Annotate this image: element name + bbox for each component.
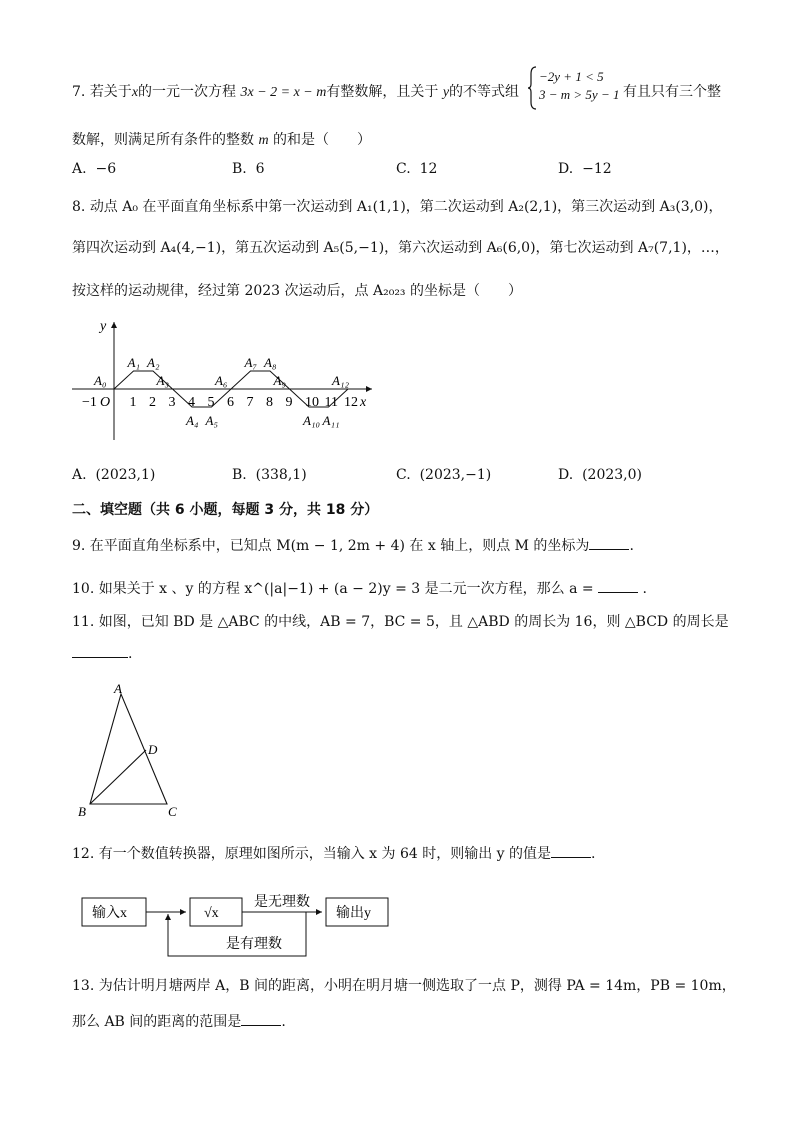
x-tick-labels — [130, 395, 359, 410]
q7-inequality-1: −2y + 1 < 5 — [539, 69, 604, 84]
y-axis-label: y — [100, 319, 107, 334]
q11-line1: 11. 如图，已知 BD 是 △ABC 的中线，AB = 7，BC = 5，且 △ABD 的周长为 16，则 △BCD 的周长是 — [72, 614, 729, 630]
median-bd — [90, 750, 146, 804]
point-label: A₂ — [147, 355, 160, 370]
option-value: −12 — [582, 161, 612, 177]
option-label: C. — [396, 467, 411, 483]
q7-brace — [528, 66, 538, 110]
q7-option-b[interactable] — [232, 161, 265, 177]
option-label: D. — [558, 467, 574, 483]
q7-text-end: 有且只有三个整 — [623, 84, 721, 100]
x-tick-label: 5 — [207, 395, 215, 410]
point-label: A₆ — [215, 373, 228, 388]
q12-flowchart — [76, 884, 396, 964]
q7-text: 的和是（ ） — [273, 132, 372, 148]
q10-end: . — [642, 581, 647, 597]
point-label: A₅ — [205, 413, 218, 428]
vertex-label-b: B — [78, 804, 86, 819]
option-value: −6 — [95, 161, 117, 177]
point-label: A₁ — [127, 355, 140, 370]
option-value: (2023,0) — [582, 467, 643, 483]
q8-option-c[interactable] — [396, 467, 491, 483]
q7-option-a[interactable] — [72, 161, 116, 177]
q8-number: 8. — [72, 199, 86, 215]
q7-var-x: x — [131, 85, 139, 100]
q7-equation: 3x − 2 = x − m — [240, 85, 327, 100]
tick-label-neg1: −1 — [82, 395, 97, 410]
point-label: A₉ — [273, 373, 286, 388]
q13-end: . — [281, 1014, 286, 1030]
q11-triangle-figure — [76, 682, 186, 822]
q7-text: 的一元一次方程 — [138, 84, 237, 100]
q13-line1: 13. 为估计明月塘两岸 A，B 间的距离，小明在明月塘一侧选取了一点 P，测得 PA = 14m，PB = 10m， — [72, 978, 736, 994]
option-value: 6 — [255, 161, 265, 177]
x-tick-label: 6 — [227, 395, 234, 410]
x-tick-label: 3 — [168, 395, 176, 410]
sqrt-label: √x — [204, 906, 219, 921]
q7-option-c[interactable] — [396, 161, 437, 177]
option-label: D. — [558, 161, 574, 177]
q11-end: . — [128, 646, 133, 662]
option-value: (2023,1) — [95, 467, 156, 483]
x-tick-label: 4 — [188, 395, 195, 410]
option-label: C. — [396, 161, 411, 177]
option-value: (338,1) — [255, 467, 307, 483]
q7-var-m: m — [258, 133, 269, 148]
point-label: A₀ — [94, 373, 107, 388]
x-tick-label: 12 — [344, 395, 358, 410]
q8-option-b[interactable] — [232, 467, 307, 483]
q7-inequality-2: 3 − m > 5y − 1 — [539, 87, 620, 102]
q8-zigzag-graph — [60, 312, 390, 447]
origin-label: O — [100, 395, 111, 410]
vertex-label-d: D — [148, 742, 158, 757]
x-tick-label: 11 — [324, 395, 338, 410]
q7-text: 的不等式组 — [449, 84, 520, 100]
vertex-label-c: C — [168, 804, 177, 819]
answer-blank[interactable] — [598, 578, 638, 593]
vertex-label-a: A — [114, 682, 122, 696]
q10 — [72, 578, 647, 599]
input-label: 输入x — [92, 906, 127, 921]
q13-text: 那么 AB 间的距离的范围是 — [72, 1014, 242, 1030]
q9-end: . — [629, 538, 634, 554]
q9 — [72, 535, 634, 556]
q12-end: . — [591, 846, 596, 862]
option-value: 12 — [419, 161, 438, 177]
output-label: 输出y — [336, 906, 371, 921]
x-tick-label: 9 — [285, 395, 293, 410]
answer-blank[interactable] — [72, 643, 128, 658]
q12 — [72, 843, 596, 864]
point-label: A₃ — [156, 373, 169, 388]
answer-blank[interactable] — [589, 535, 629, 550]
point-label: A₁₁ — [322, 413, 340, 428]
q8-text: 动点 A₀ 在平面直角坐标系中第一次运动到 A₁(1,1)，第二次运动到 A₂(2,1)，第三次运动到 A₃(3,0)， — [89, 199, 723, 215]
q8-line3: 按这样的运动规律，经过第 2023 次运动后，点 A₂₀₂₃ 的坐标是（ ） — [72, 283, 522, 299]
point-labels — [93, 355, 349, 428]
q10-text: 10. 如果关于 x 、y 的方程 x^(|a|−1) + (a − 2)y = 3 是二元一次方程，那么 a = — [72, 581, 594, 597]
option-label: A. — [72, 161, 87, 177]
q8-line1 — [72, 197, 723, 217]
point-label: A₄ — [186, 413, 199, 428]
q7-text: 数解，则满足所有条件的整数 — [72, 132, 254, 148]
x-tick-label: 7 — [246, 395, 254, 410]
q12-text: 12. 有一个数值转换器，原理如图所示，当输入 x 为 64 时，则输出 y 的值是 — [72, 846, 552, 862]
q7-text: 有整数解，且关于 — [326, 84, 439, 100]
x-tick-label: 8 — [266, 395, 273, 410]
q7-option-d[interactable] — [558, 161, 612, 177]
q8-line2: 第四次运动到 A₄(4,−1)，第五次运动到 A₅(5,−1)，第六次运动到 A₆(6,0)，第七次运动到 A₇(7,1)，…， — [72, 240, 729, 256]
q8-option-d[interactable] — [558, 467, 642, 483]
option-label: B. — [232, 467, 247, 483]
section-heading: 二、填空题（共 6 小题，每题 3 分，共 18 分） — [72, 502, 379, 518]
x-tick-label: 2 — [149, 395, 156, 410]
q7-line1 — [72, 82, 519, 103]
option-label: A. — [72, 467, 87, 483]
answer-blank[interactable] — [551, 843, 591, 858]
rational-label: 是有理数 — [226, 937, 282, 952]
answer-blank[interactable] — [241, 1011, 281, 1026]
q7-text: 若关于 — [89, 84, 132, 100]
x-tick-label: 10 — [305, 395, 319, 410]
q7-line2 — [72, 130, 371, 151]
q7-var-y: y — [442, 85, 450, 100]
x-tick-label: 1 — [129, 395, 137, 410]
point-label: A₁₂ — [332, 373, 349, 388]
option-value: (2023,−1) — [419, 467, 492, 483]
q8-option-a[interactable] — [72, 467, 155, 483]
point-label: A₇ — [244, 355, 257, 370]
q7-number: 7. — [72, 84, 86, 100]
q13-line2 — [72, 1011, 286, 1032]
point-label: A₈ — [264, 355, 277, 370]
q11-line2 — [72, 643, 132, 664]
q7-inequality-system — [539, 68, 619, 104]
irrational-label: 是无理数 — [254, 895, 310, 910]
point-label: A₁₀ — [303, 413, 320, 428]
x-axis-label: x — [360, 395, 367, 410]
option-label: B. — [232, 161, 247, 177]
q9-text: 9. 在平面直角坐标系中，已知点 M(m − 1, 2m + 4) 在 x 轴上，则点 M 的坐标为 — [72, 538, 590, 554]
